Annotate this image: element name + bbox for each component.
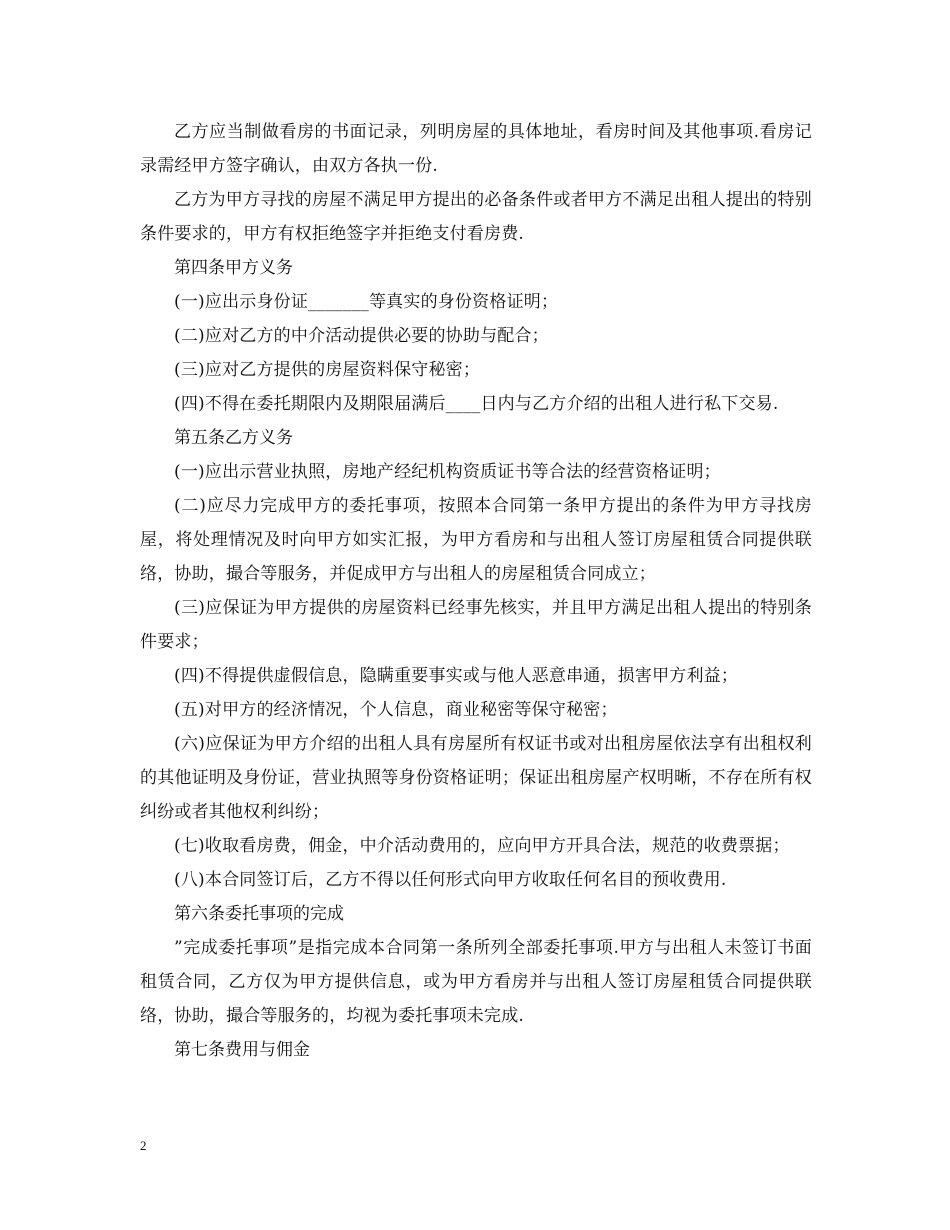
list-item: (八)本合同签订后，乙方不得以任何形式向甲方收取任何名目的预收费用. — [174, 870, 727, 890]
list-item: (二)应对乙方的中介活动提供必要的协助与配合； — [174, 326, 549, 346]
list-item: (三)应对乙方提供的房屋资料保守秘密； — [174, 360, 481, 380]
list-item: (四)不得提供虚假信息，隐瞒重要事实或与他人恶意串通，损害甲方利益； — [174, 666, 739, 686]
list-item: (二)应尽力完成甲方的委托事项，按照本合同第一条甲方提出的条件为甲方寻找房屋，将处理情况及时向甲方如实汇报，为甲方看房和与出租人签订房屋租赁合同提供联络，协助，撮合等服务，并促成甲方与出租人的房屋租赁合同成立； — [140, 496, 812, 584]
page-number: 2 — [140, 1138, 147, 1153]
list-item: (七)收取看房费，佣金，中介活动费用的，应向甲方开具合法，规范的收费票据； — [174, 836, 790, 856]
list-item: (六)应保证为甲方介绍的出租人具有房屋所有权证书或对出租房屋依法享有出租权利的其他证明及身份证，营业执照等身份资格证明；保证出租房屋产权明晰，不存在所有权纠纷或者其他权利纠纷； — [140, 734, 812, 822]
list-item: (三)应保证为甲方提供的房屋资料已经事先核实，并且甲方满足出租人提出的特别条件要求； — [140, 598, 812, 652]
section-heading: 第七条费用与佣金 — [174, 1040, 310, 1060]
document-body — [140, 115, 812, 1067]
paragraph: 乙方为甲方寻找的房屋不满足甲方提出的必备条件或者甲方不满足出租人提出的特别条件要求的，甲方有权拒绝签字并拒绝支付看房费. — [140, 190, 812, 244]
list-item: (一)应出示身份证_______等真实的身份资格证明； — [174, 292, 559, 312]
list-item: (五)对甲方的经济情况，个人信息，商业秘密等保守秘密； — [174, 700, 618, 720]
list-item: (四)不得在委托期限内及期限届满后____日内与乙方介绍的出租人进行私下交易. — [174, 394, 779, 414]
paragraph: ”完成委托事项”是指完成本合同第一条所列全部委托事项.甲方与出租人未签订书面租赁合同，乙方仅为甲方提供信息，或为甲方看房并与出租人签订房屋租赁合同提供联络，协助，撮合等服务的，均视为委托事项未完成. — [140, 938, 812, 1026]
section-heading: 第六条委托事项的完成 — [174, 904, 344, 924]
paragraph: 乙方应当制做看房的书面记录，列明房屋的具体地址，看房时间及其他事项.看房记录需经甲方签字确认，由双方各执一份. — [140, 122, 812, 176]
list-item: (一)应出示营业执照，房地产经纪机构资质证书等合法的经营资格证明； — [174, 462, 721, 482]
section-heading: 第五条乙方义务 — [174, 428, 293, 448]
section-heading: 第四条甲方义务 — [174, 258, 293, 278]
